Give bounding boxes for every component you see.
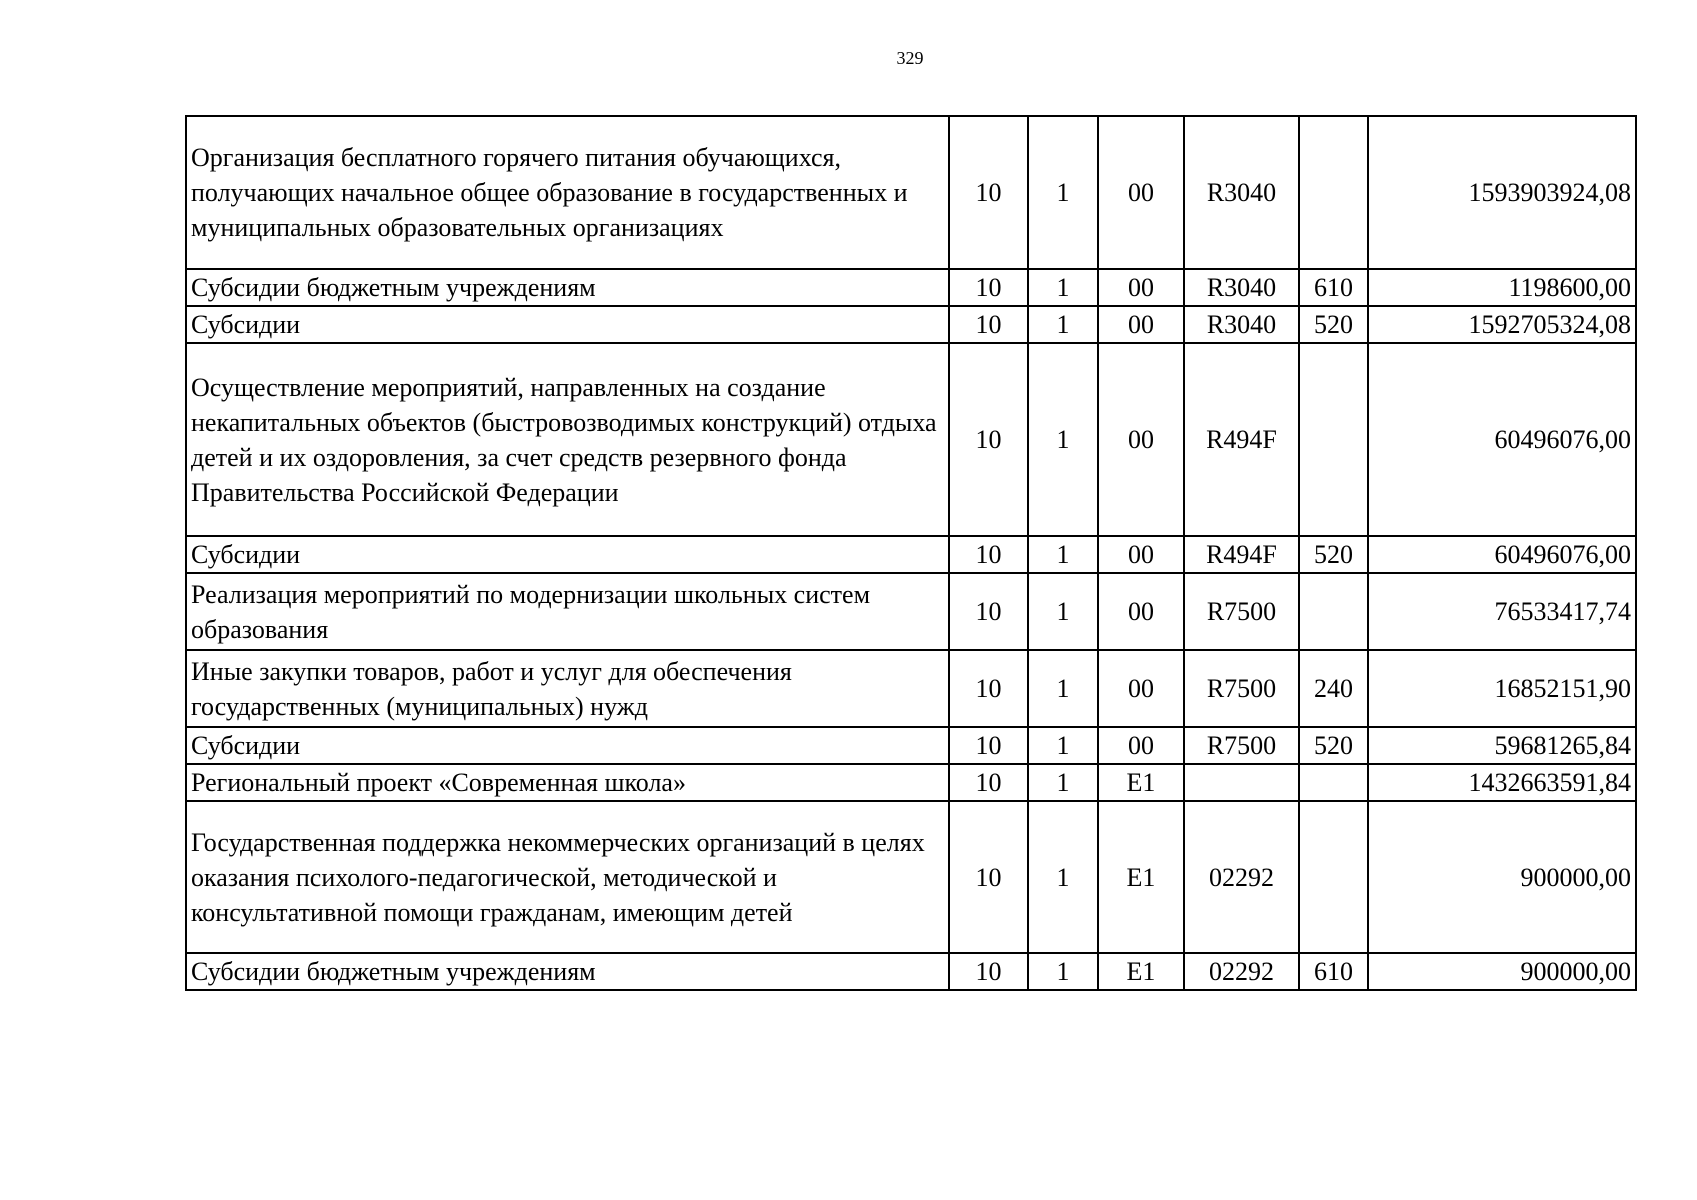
- page-number: 329: [896, 48, 924, 68]
- row-amount: 76533417,74: [1368, 573, 1636, 650]
- table-row: [186, 727, 1636, 764]
- row-program: 00: [1098, 536, 1184, 573]
- row-subsection: 1: [1028, 343, 1098, 536]
- row-subsection: 1: [1028, 306, 1098, 343]
- row-expense-type: 240: [1299, 650, 1368, 727]
- row-section: 10: [949, 536, 1028, 573]
- row-direction: R3040: [1184, 306, 1299, 343]
- row-direction: R7500: [1184, 650, 1299, 727]
- row-name: Субсидии: [186, 536, 949, 573]
- row-amount: 1432663591,84: [1368, 764, 1636, 801]
- row-section: 10: [949, 953, 1028, 990]
- row-name: Реализация мероприятий по модернизации школьных систем образования: [186, 573, 949, 650]
- row-program: 00: [1098, 650, 1184, 727]
- row-program: 00: [1098, 116, 1184, 269]
- row-program: E1: [1098, 953, 1184, 990]
- row-section: 10: [949, 573, 1028, 650]
- row-expense-type: [1299, 343, 1368, 536]
- row-subsection: 1: [1028, 727, 1098, 764]
- row-section: 10: [949, 801, 1028, 953]
- row-program: 00: [1098, 269, 1184, 306]
- row-name: Региональный проект «Современная школа»: [186, 764, 949, 801]
- row-name: Субсидии: [186, 306, 949, 343]
- row-expense-type: 520: [1299, 536, 1368, 573]
- row-name: Субсидии: [186, 727, 949, 764]
- row-direction: R3040: [1184, 269, 1299, 306]
- row-section: 10: [949, 116, 1028, 269]
- row-amount: 1592705324,08: [1368, 306, 1636, 343]
- table-row: [186, 536, 1636, 573]
- row-direction: R7500: [1184, 573, 1299, 650]
- row-subsection: 1: [1028, 953, 1098, 990]
- table-row: [186, 764, 1636, 801]
- row-subsection: 1: [1028, 650, 1098, 727]
- table-row: [186, 953, 1636, 990]
- row-direction: 02292: [1184, 801, 1299, 953]
- row-section: 10: [949, 269, 1028, 306]
- row-direction: R494F: [1184, 343, 1299, 536]
- row-direction: R3040: [1184, 116, 1299, 269]
- row-program: 00: [1098, 573, 1184, 650]
- row-name: Государственная поддержка некоммерческих организаций в целях оказания психолого-педагогической, методической и консультативной помощи гражданам, имеющим детей: [186, 801, 949, 953]
- table-row: [186, 116, 1636, 269]
- row-expense-type: 610: [1299, 953, 1368, 990]
- row-direction: [1184, 764, 1299, 801]
- row-program: 00: [1098, 306, 1184, 343]
- table-row: [186, 801, 1636, 953]
- row-amount: 60496076,00: [1368, 343, 1636, 536]
- row-section: 10: [949, 764, 1028, 801]
- table-row: [186, 306, 1636, 343]
- row-expense-type: [1299, 801, 1368, 953]
- row-section: 10: [949, 727, 1028, 764]
- row-section: 10: [949, 343, 1028, 536]
- row-amount: 16852151,90: [1368, 650, 1636, 727]
- row-expense-type: 610: [1299, 269, 1368, 306]
- row-program: E1: [1098, 764, 1184, 801]
- row-subsection: 1: [1028, 536, 1098, 573]
- row-amount: 1593903924,08: [1368, 116, 1636, 269]
- row-amount: 1198600,00: [1368, 269, 1636, 306]
- row-direction: R7500: [1184, 727, 1299, 764]
- table-row: [186, 573, 1636, 650]
- row-subsection: 1: [1028, 116, 1098, 269]
- row-expense-type: [1299, 764, 1368, 801]
- row-name: Иные закупки товаров, работ и услуг для обеспечения государственных (муниципальных) нужд: [186, 650, 949, 727]
- row-expense-type: [1299, 573, 1368, 650]
- row-amount: 60496076,00: [1368, 536, 1636, 573]
- row-name: Организация бесплатного горячего питания обучающихся, получающих начальное общее образование в государственных и муниципальных образовательных организациях: [186, 116, 949, 269]
- row-program: 00: [1098, 343, 1184, 536]
- budget-table: [185, 115, 1637, 991]
- row-direction: 02292: [1184, 953, 1299, 990]
- table-row: [186, 650, 1636, 727]
- row-direction: R494F: [1184, 536, 1299, 573]
- row-subsection: 1: [1028, 269, 1098, 306]
- row-subsection: 1: [1028, 801, 1098, 953]
- row-subsection: 1: [1028, 573, 1098, 650]
- row-amount: 59681265,84: [1368, 727, 1636, 764]
- row-program: 00: [1098, 727, 1184, 764]
- table-row: [186, 343, 1636, 536]
- row-section: 10: [949, 306, 1028, 343]
- row-name: Осуществление мероприятий, направленных на создание некапитальных объектов (быстровозводимых конструкций) отдыха детей и их оздоровления, за счет средств резервного фонда Правительства Российской Федерации: [186, 343, 949, 536]
- row-expense-type: 520: [1299, 306, 1368, 343]
- row-program: E1: [1098, 801, 1184, 953]
- row-subsection: 1: [1028, 764, 1098, 801]
- row-expense-type: 520: [1299, 727, 1368, 764]
- row-section: 10: [949, 650, 1028, 727]
- row-name: Субсидии бюджетным учреждениям: [186, 953, 949, 990]
- row-name: Субсидии бюджетным учреждениям: [186, 269, 949, 306]
- row-amount: 900000,00: [1368, 953, 1636, 990]
- table-row: [186, 269, 1636, 306]
- row-amount: 900000,00: [1368, 801, 1636, 953]
- row-expense-type: [1299, 116, 1368, 269]
